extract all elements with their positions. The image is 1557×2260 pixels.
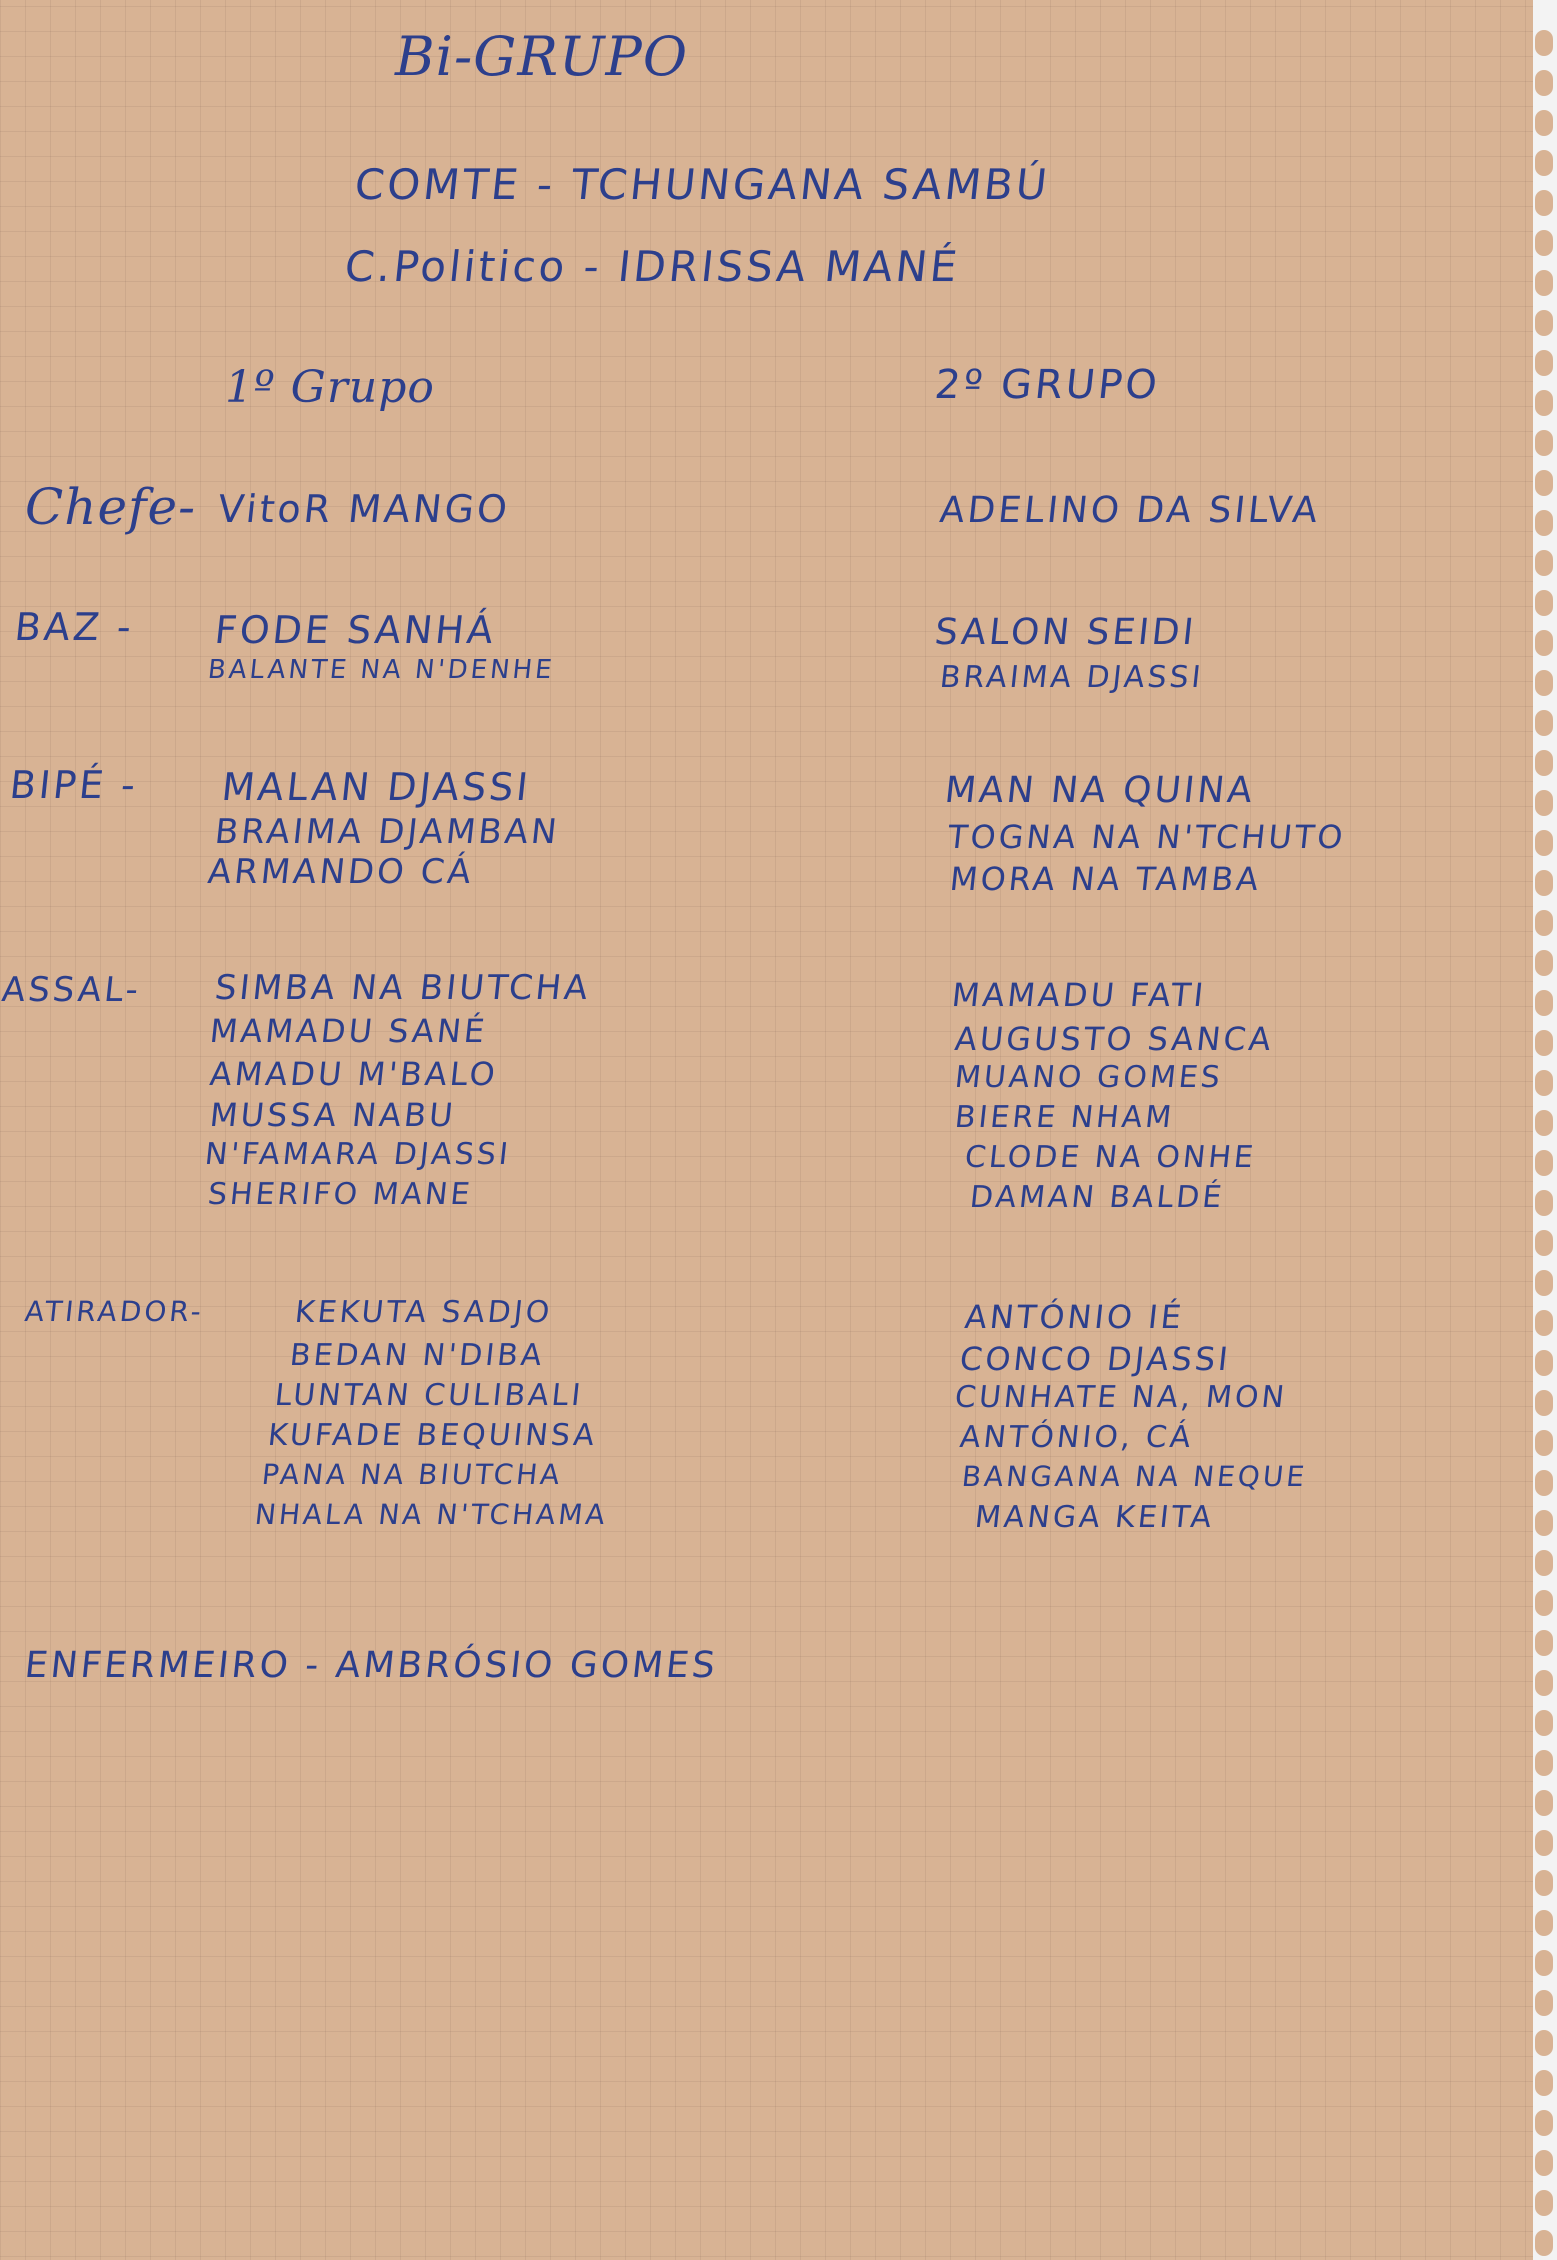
group1-member: SIMBA NA BIUTCHA [212,968,593,1008]
perforation-hole [1535,1790,1553,1816]
perforation-hole [1535,1390,1553,1416]
perforation-hole [1535,1710,1553,1736]
commander-line: COMTE - TCHUNGANA SAMBÚ [352,160,1053,209]
perforation-hole [1535,1430,1553,1456]
perforation-hole [1535,2030,1553,2056]
perforation-hole [1535,2070,1553,2096]
perforation-hole [1535,790,1553,816]
group2-member: BRAIMA DJASSI [938,660,1206,695]
perforation-hole [1535,1990,1553,2016]
group2-heading: 2º GRUPO [932,362,1163,408]
torn-page-edge [1533,0,1557,2260]
group2-member: CUNHATE NA, MON [953,1380,1289,1415]
perforation-hole [1535,830,1553,856]
perforation-hole [1535,1870,1553,1896]
group1-member: MALAN DJASSI [219,765,533,809]
group2-member: DAMAN BALDÉ [968,1180,1227,1215]
perforation-hole [1535,270,1553,296]
perforation-hole [1535,1630,1553,1656]
perforation-hole [1535,2110,1553,2136]
political-commissar-line: C.Politico - IDRISSA MANÉ [342,242,963,291]
perforation-hole [1535,990,1553,1016]
group2-member: ANTÓNIO, CÁ [958,1420,1196,1455]
role-label: ASSAL- [0,970,144,1010]
perforation-hole [1535,1230,1553,1256]
group2-member: TOGNA NA N'TCHUTO [946,818,1348,856]
nurse-line: ENFERMEIRO - AMBRÓSIO GOMES [22,1645,720,1686]
perforation-hole [1535,1590,1553,1616]
perforation-hole [1535,310,1553,336]
group1-heading: 1º Grupo [225,362,435,413]
perforation-hole [1535,350,1553,376]
perforation-hole [1535,630,1553,656]
group1-member: ARMANDO CÁ [205,852,476,892]
group2-member: CLODE NA ONHE [963,1140,1258,1175]
group2-member: CONCO DJASSI [958,1340,1233,1378]
perforation-hole [1535,70,1553,96]
perforation-hole [1535,1350,1553,1376]
perforation-hole [1535,1830,1553,1856]
perforation-hole [1535,190,1553,216]
perforation-hole [1535,550,1553,576]
group1-member: BALANTE NA N'DENHE [206,655,557,685]
perforation-hole [1535,1190,1553,1216]
perforation-hole [1535,1110,1553,1136]
perforation-hole [1535,1670,1553,1696]
group1-member: BRAIMA DJAMBAN [212,812,562,852]
perforation-hole [1535,2150,1553,2176]
perforation-hole [1535,670,1553,696]
perforation-hole [1535,1270,1553,1296]
perforation-hole [1535,1030,1553,1056]
group2-member: ADELINO DA SILVA [937,490,1323,531]
role-label: BAZ - [12,605,137,649]
group1-member: AMADU M'BALO [208,1055,500,1093]
group2-member: MAN NA QUINA [942,770,1258,811]
group1-member: VitoR MANGO [215,487,513,531]
perforation-hole [1535,30,1553,56]
group1-member: PANA NA BIUTCHA [260,1458,565,1491]
perforation-hole [1535,1550,1553,1576]
perforation-hole [1535,510,1553,536]
perforation-hole [1535,2190,1553,2216]
perforation-hole [1535,1910,1553,1936]
perforation-hole [1535,750,1553,776]
perforation-hole [1535,150,1553,176]
perforation-hole [1535,1150,1553,1176]
group1-member: N'FAMARA DJASSI [203,1137,513,1172]
role-label: BIPÉ - [7,763,141,807]
group2-member: SALON SEIDI [932,612,1199,653]
perforation-hole [1535,1510,1553,1536]
perforation-hole [1535,1750,1553,1776]
perforation-hole [1535,1310,1553,1336]
perforation-hole [1535,1070,1553,1096]
perforation-hole [1535,870,1553,896]
group1-member: MAMADU SANÉ [208,1012,490,1050]
perforation-hole [1535,1950,1553,1976]
group1-member: KEKUTA SADJO [293,1295,555,1330]
group1-member: KUFADE BEQUINSA [266,1418,599,1453]
group1-member: FODE SANHÁ [212,608,499,652]
page-title: Bi-GRUPO [395,25,689,88]
perforation-hole [1535,390,1553,416]
perforation-hole [1535,910,1553,936]
role-label: Chefe- [25,478,197,536]
perforation-hole [1535,1470,1553,1496]
role-label: ATIRADOR- [23,1295,206,1328]
perforation-hole [1535,110,1553,136]
group2-member: AUGUSTO SANCA [953,1020,1276,1058]
group1-member: BEDAN N'DIBA [288,1338,547,1373]
group2-member: BANGANA NA NEQUE [960,1460,1309,1493]
perforation-hole [1535,2230,1553,2256]
group1-member: LUNTAN CULIBALI [273,1378,586,1413]
perforation-hole [1535,950,1553,976]
perforation-hole [1535,430,1553,456]
perforation-hole [1535,230,1553,256]
group1-member: SHERIFO MANE [206,1177,475,1212]
group2-member: MORA NA TAMBA [948,860,1264,898]
group2-member: MANGA KEITA [973,1500,1216,1535]
group2-member: MAMADU FATI [950,976,1209,1014]
group1-member: NHALA NA N'TCHAMA [253,1498,610,1531]
group2-member: BIERE NHAM [953,1100,1176,1135]
perforation-hole [1535,710,1553,736]
group2-member: MUANO GOMES [953,1060,1225,1095]
group1-member: MUSSA NABU [208,1096,458,1134]
perforation-hole [1535,590,1553,616]
group2-member: ANTÓNIO IÉ [963,1298,1186,1336]
perforation-hole [1535,470,1553,496]
